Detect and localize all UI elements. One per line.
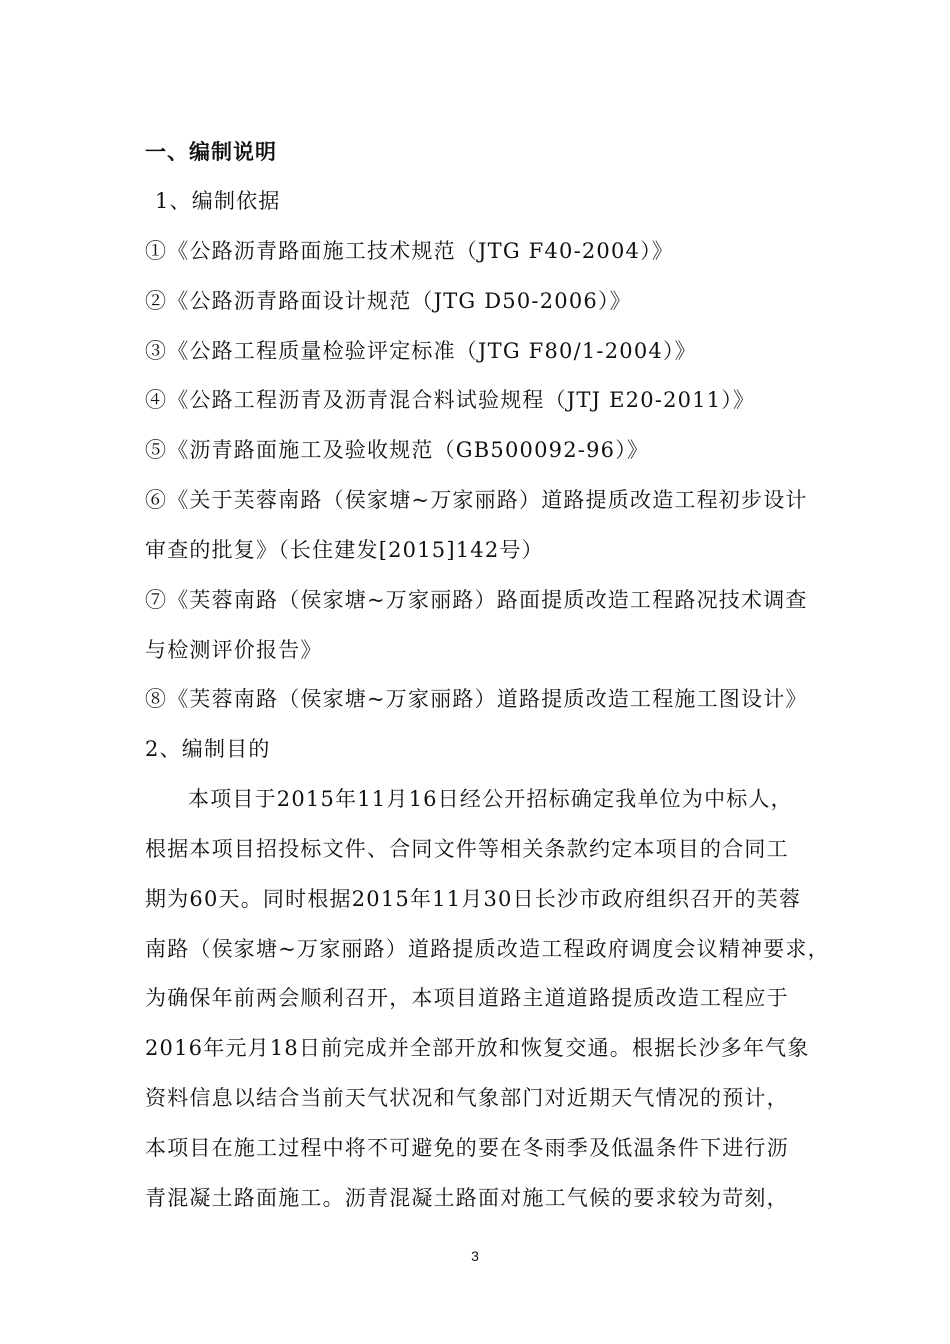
basis-item: ①《公路沥青路面施工技术规范（JTG F40-2004）》 [145, 239, 675, 263]
basis-item: ③《公路工程质量检验评定标准（JTG F80/1-2004）》 [145, 339, 697, 363]
purpose-paragraph-line: 青混凝土路面施工。沥青混凝土路面对施工气候的要求较为苛刻， [145, 1186, 789, 1210]
purpose-paragraph-line: 本项目于2015年11月16日经公开招标确定我单位为中标人， [188, 787, 793, 811]
basis-item-continued: 与检测评价报告》 [145, 638, 323, 662]
purpose-paragraph-line: 本项目在施工过程中将不可避免的要在冬雨季及低温条件下进行沥 [145, 1136, 789, 1160]
basis-item-continued: 审查的批复》（长住建发[2015]142号） [145, 538, 544, 562]
basis-item: ②《公路沥青路面设计规范（JTG D50-2006）》 [145, 289, 632, 313]
basis-item: ⑦《芙蓉南路（侯家塘~万家丽路）路面提质改造工程路况技术调查 [145, 588, 808, 612]
purpose-paragraph-line: 为确保年前两会顺利召开，本项目道路主道道路提质改造工程应于 [145, 986, 789, 1010]
purpose-paragraph-line: 根据本项目招投标文件、合同文件等相关条款约定本项目的合同工 [145, 837, 789, 861]
purpose-heading: 2、编制目的 [145, 737, 271, 761]
purpose-paragraph-line: 期为60天。同时根据2015年11月30日长沙市政府组织召开的芙蓉 [145, 887, 802, 911]
purpose-paragraph-line: 南路（侯家塘~万家丽路）道路提质改造工程政府调度会议精神要求， [145, 937, 830, 961]
basis-item: ⑥《关于芙蓉南路（侯家塘~万家丽路）道路提质改造工程初步设计 [145, 488, 808, 512]
basis-item: ⑧《芙蓉南路（侯家塘~万家丽路）道路提质改造工程施工图设计》 [145, 687, 808, 711]
page-number: 3 [471, 1248, 479, 1264]
basis-heading: 1、编制依据 [155, 189, 281, 213]
purpose-paragraph-line: 2016年元月18日前完成并全部开放和恢复交通。根据长沙多年气象 [145, 1036, 810, 1060]
basis-item: ⑤《沥青路面施工及验收规范（GB500092-96）》 [145, 438, 650, 462]
purpose-paragraph-line: 资料信息以结合当前天气状况和气象部门对近期天气情况的预计， [145, 1086, 789, 1110]
section-title: 一、编制说明 [145, 140, 277, 164]
basis-item: ④《公路工程沥青及沥青混合料试验规程（JTJ E20-2011）》 [145, 388, 756, 412]
